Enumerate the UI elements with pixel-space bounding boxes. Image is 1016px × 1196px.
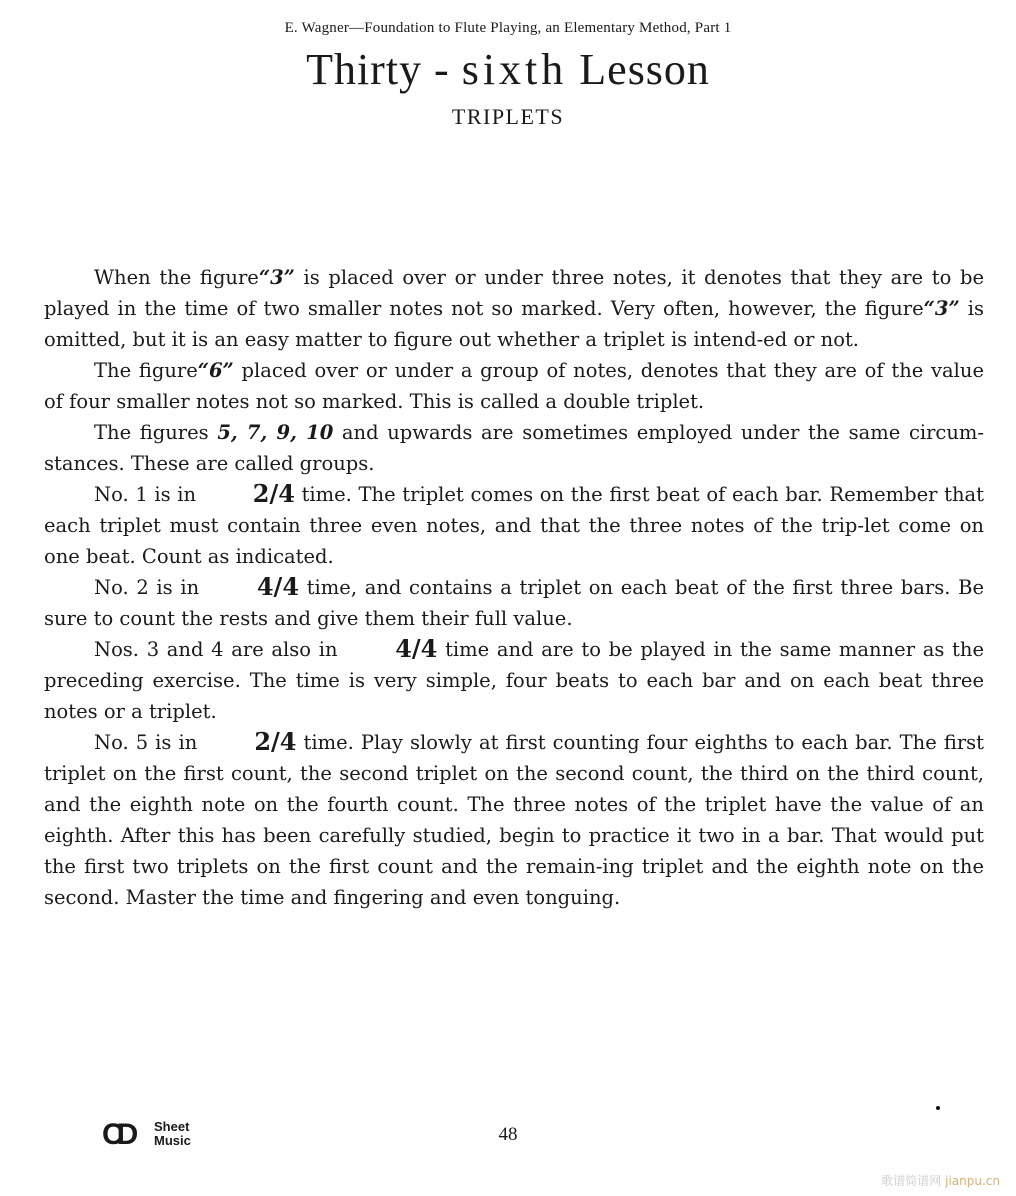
p5-text-a: No. 2 is in bbox=[94, 576, 207, 599]
p1-figure: “3” bbox=[258, 266, 295, 289]
p3-text-a: The figures bbox=[94, 421, 218, 444]
paragraph-6 bbox=[44, 634, 984, 727]
paragraph-5 bbox=[44, 572, 984, 634]
logo-mark: CD bbox=[102, 1118, 132, 1151]
lesson-title-part1: Thirty - bbox=[306, 45, 462, 94]
page-number: 48 bbox=[498, 1124, 518, 1145]
ink-dot bbox=[936, 1106, 940, 1110]
logo-word-sheet: Sheet bbox=[154, 1119, 190, 1134]
paragraph-1 bbox=[44, 262, 984, 355]
lesson-subtitle: TRIPLETS bbox=[451, 104, 565, 129]
p6-text-b: time and are to be played in the same manner as the preceding exercise. The time is very simple, four beats to each bar and on each beat three notes or a triplet. bbox=[44, 638, 984, 723]
p2-text-b: placed over or under a group of notes, denotes that they are of the value of four smaller notes not so marked. This is called a double triplet. bbox=[44, 359, 985, 413]
p3-figures: 5, 7, 9, 10 bbox=[217, 421, 334, 444]
site-watermark bbox=[881, 1172, 1000, 1189]
p1-figure-2: “3” bbox=[923, 297, 960, 320]
paragraph-7 bbox=[44, 727, 984, 913]
logo-word-music: Music bbox=[154, 1133, 191, 1148]
p3-text-b: and upwards are sometimes employed under the same circum-stances. These are called groups. bbox=[44, 421, 984, 475]
paragraph-2 bbox=[44, 355, 984, 417]
time-signature-2-4: 2/4 bbox=[254, 727, 297, 756]
p4-text-a: No. 1 is in bbox=[94, 483, 203, 506]
time-signature-4-4: 4/4 bbox=[395, 634, 438, 663]
p7-text-b: time. Play slowly at first counting four eighths to each bar. The first triplet on the first count, the second triplet on the second count, the third on the third count, and the eighth note on the fourth count. The three notes of the triplet have the value of an eighth. After this has been carefully studied, begin to practice it two in a bar. That would put the first two triplets on the first count and the remain-ing triplet and the eighth note on the second. Master the time and fingering and even tonguing. bbox=[44, 731, 984, 909]
p7-text-a: No. 5 is in bbox=[94, 731, 205, 754]
p5-text-b: time, and contains a triplet on each beat of the first three bars. Be sure to count the rests and give them their full value. bbox=[44, 576, 984, 630]
p6-text-a: Nos. 3 and 4 are also in bbox=[94, 638, 346, 661]
p1-text-b: is placed over or under three notes, it denotes that they are to be played in the time of two smaller notes not so marked. Very often, however, the figure bbox=[44, 266, 984, 320]
p4-text-b: time. The triplet comes on the first beat of each bar. Remember that each triplet must contain three even notes, and that the three notes of the trip-let come on one beat. Count as indicated. bbox=[44, 483, 984, 568]
watermark-url: jianpu.cn bbox=[945, 1174, 1000, 1188]
time-signature-2-4: 2/4 bbox=[252, 479, 295, 508]
time-signature-4-4: 4/4 bbox=[256, 572, 300, 601]
lesson-title-part3: Lesson bbox=[567, 45, 710, 94]
p1-text-a: When the figure bbox=[94, 266, 259, 289]
paragraph-3 bbox=[44, 417, 984, 479]
watermark-cn: 歌谱简谱网 bbox=[881, 1174, 946, 1188]
lesson-body bbox=[44, 262, 984, 913]
lesson-title-part2: sixth bbox=[461, 45, 568, 94]
p2-figure: “6” bbox=[197, 359, 234, 382]
lesson-title bbox=[0, 44, 1016, 95]
running-header: E. Wagner—Foundation to Flute Playing, an Elementary Method, Part 1 bbox=[284, 20, 732, 36]
p1-text-c: is omitted, but it is an easy matter to figure out whether a triplet is intend-ed or not. bbox=[44, 297, 984, 351]
p2-text-a: The figure bbox=[94, 359, 198, 382]
paragraph-4 bbox=[44, 479, 984, 572]
